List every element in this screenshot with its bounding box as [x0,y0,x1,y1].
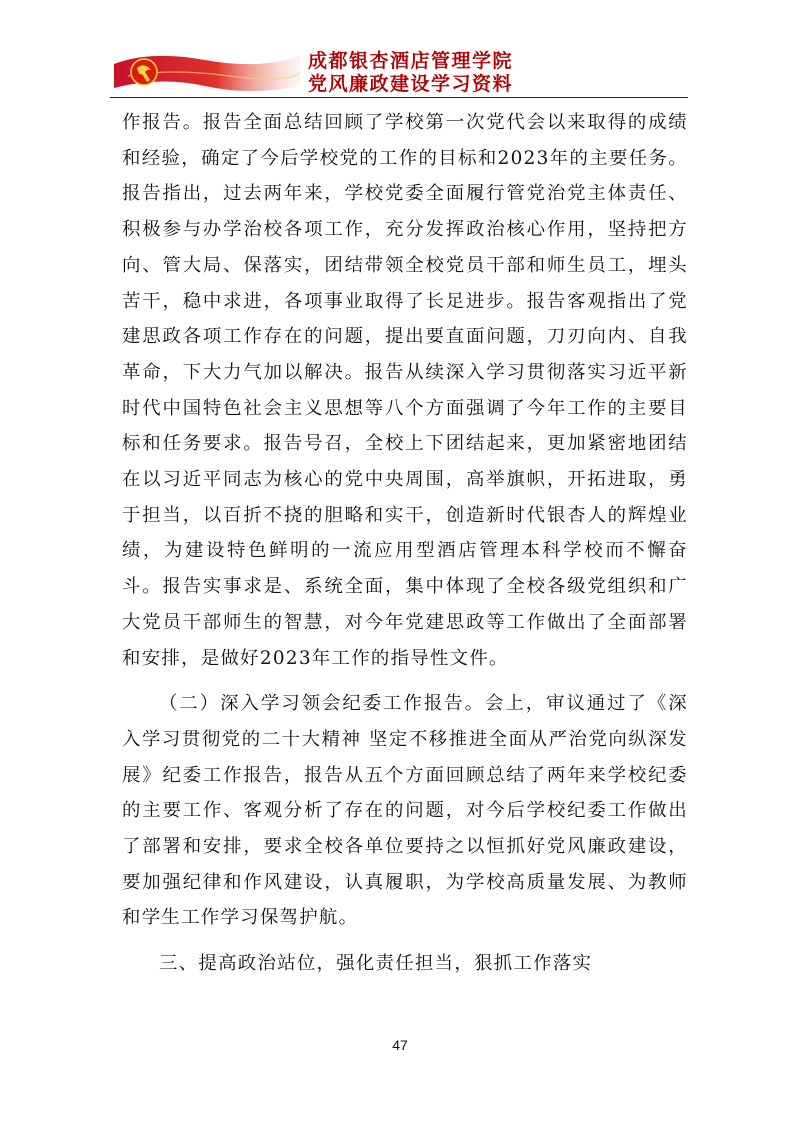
page-number: 47 [392,1037,408,1053]
body-paragraph-discipline-report: （二）深入学习领会纪委工作报告。会上，审议通过了《深入学习贯彻党的二十大精神 坚定不移推进全面从严治党向纵深发展》纪委工作报告，报告从五个方面回顾总结了两年来学校纪委的主要工作、客观分析了存在的问题，对今后学校纪委工作做出了部署和安排，要求全校各单位要持之以恒抓好党风廉政建设，要加强纪律和作风建设，认真履职，为学校高质量发展、为教师和学生工作学习保驾护航。 [122,693,688,929]
header-divider [110,97,688,98]
page-header [110,46,690,98]
header-institution-name: 成都银杏酒店管理学院 [308,50,514,72]
document-body [122,105,688,982]
header-document-series: 党风廉政建设学习资料 [308,73,514,95]
section-heading-three: 三、提高政治站位，强化责任担当，狠抓工作落实 [159,953,593,975]
party-emblem-banner-logo [110,46,300,98]
body-paragraph-report: 作报告。报告全面总结回顾了学校第一次党代会以来取得的成绩和经验，确定了今后学校党的工作的目标和2023年的主要任务。报告指出，过去两年来，学校党委全面履行管党治党主体责任、积极参与办学治校各项工作，充分发挥政治核心作用，坚持把方向、管大局、保落实，团结带领全校党员干部和师生员工，埋头苦干，稳中求进，各项事业取得了长足进步。报告客观指出了党建思政各项工作存在的问题，提出要直面问题，刀刃向内、自我革命，下大力气加以解决。报告从续深入学习贯彻落实习近平新时代中国特色社会主义思想等八个方面强调了今年工作的主要目标和任务要求。报告号召，全校上下团结起来，更加紧密地团结在以习近平同志为核心的党中央周围，高举旗帜，开拓进取，勇于担当，以百折不挠的胆略和实干，创造新时代银杏人的辉煌业绩，为建设特色鲜明的一流应用型酒店管理本科学校而不懈奋斗。报告实事求是、系统全面，集中体现了全校各级党组织和广大党员干部师生的智慧，对今年党建思政等工作做出了全面部署和安排，是做好2023年工作的指导性文件。 [122,112,688,669]
header-titles [308,50,513,96]
